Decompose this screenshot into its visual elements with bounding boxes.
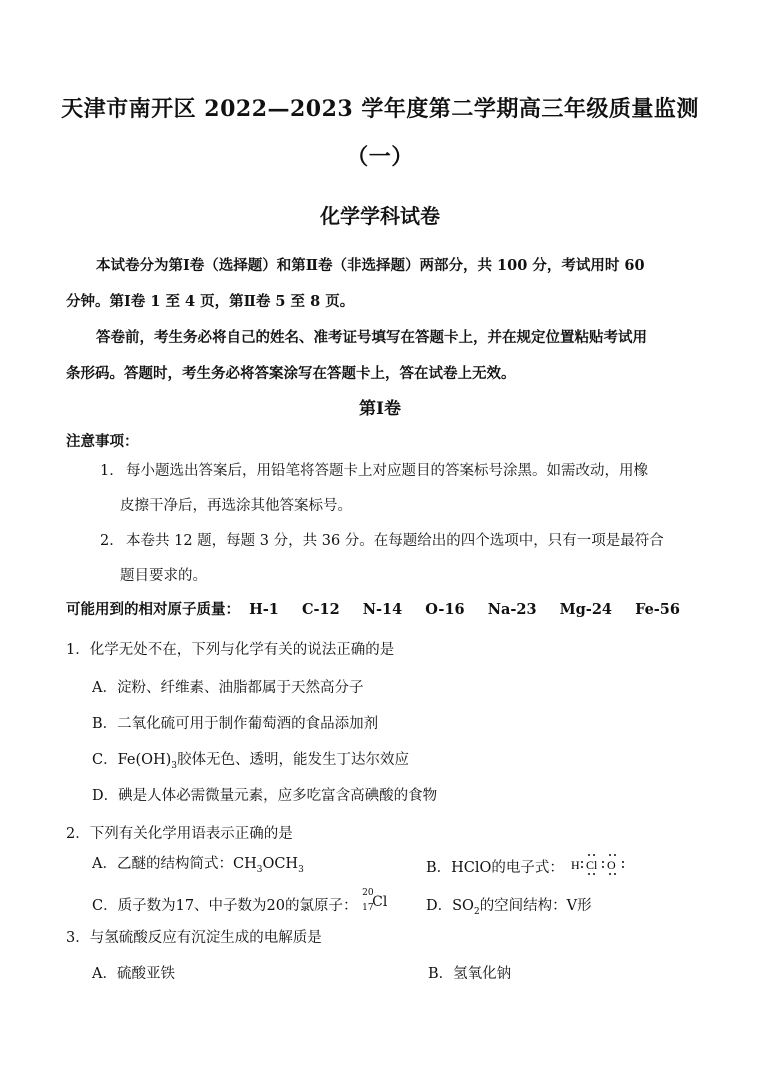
atomic-number: 17 xyxy=(362,903,374,913)
note-number: 2． xyxy=(100,533,124,549)
question-3-option-b: B．氢氧化钠 xyxy=(428,966,512,982)
option-text: 胶体无色、透明，能发生丁达尔效应 xyxy=(177,752,410,768)
atomic-masses xyxy=(66,598,698,619)
question-2-option-d xyxy=(426,894,592,917)
lewis-o: O xyxy=(606,858,616,872)
chlorine-isotope-notation xyxy=(362,888,388,914)
question-2-option-b xyxy=(426,852,637,878)
subscript: 3 xyxy=(171,760,178,771)
question-2-option-c xyxy=(92,888,388,915)
question-2-option-a xyxy=(92,852,304,875)
note-text-continued: 题目要求的。 xyxy=(120,568,207,584)
question-1-option-d: D．碘是人体必需微量元素，应多吃富含高碘酸的食物 xyxy=(92,788,438,804)
lewis-cl: Cl xyxy=(585,858,597,872)
subscript: 2 xyxy=(473,906,480,917)
question-2-stem: 2．下列有关化学用语表示正确的是 xyxy=(66,826,293,842)
intro-paragraph-2 xyxy=(66,320,696,392)
intro-paragraph-1 xyxy=(66,248,696,320)
intro-p2-line2: 条形码。答题时，考生务必将答案涂写在答题卡上，答在试卷上无效。 xyxy=(66,365,516,382)
note-text: 本卷共 12 题，每题 3 分，共 36 分。在每题给出的四个选项中，只有一项是最符合 xyxy=(126,533,664,549)
option-text: C．质子数为17、中子数为20的氯原子： xyxy=(92,898,358,914)
exam-title: 天津市南开区 2022—2023 学年度第二学期高三年级质量监测 xyxy=(61,96,699,122)
note-text-continued: 皮擦干净后，再选涂其他答案标号。 xyxy=(120,498,352,514)
subscript: 3 xyxy=(298,864,304,875)
intro-p2-line1: 答卷前，考生务必将自己的姓名、准考证号填写在答题卡上，并在规定位置粘贴考试用 xyxy=(96,329,647,346)
note-item-1 xyxy=(100,454,690,524)
atomic-mass-item: O-16 xyxy=(425,601,465,618)
subscript: 3 xyxy=(256,864,263,875)
question-1-option-a: A．淀粉、纤维素、油脂都属于天然高分子 xyxy=(92,680,364,696)
option-text: C．Fe(OH) xyxy=(92,752,172,768)
element-symbol: Cl xyxy=(372,894,388,910)
intro-p1-line2: 分钟。第Ⅰ卷 1 至 4 页，第Ⅱ卷 5 至 8 页。 xyxy=(66,293,355,310)
option-text: OCH xyxy=(262,856,299,872)
section-title: 第Ⅰ卷 xyxy=(359,399,401,419)
atomic-mass-item: C-12 xyxy=(301,601,340,618)
option-text: D．SO xyxy=(426,898,474,914)
atomic-mass-item: H-1 xyxy=(249,601,279,618)
hclo-electron-dot-structure xyxy=(569,852,637,878)
exam-title-part: （一） xyxy=(346,144,414,170)
question-3-option-a: A．硫酸亚铁 xyxy=(92,966,175,982)
atomic-mass-item: Fe-56 xyxy=(635,601,680,618)
atomic-mass-item: Mg-24 xyxy=(559,601,612,618)
option-text: A．乙醚的结构简式：CH xyxy=(92,856,257,872)
atomic-mass-item: Na-23 xyxy=(487,601,537,618)
mass-number: 20 xyxy=(362,888,374,898)
note-item-2 xyxy=(100,524,690,594)
question-1-option-b: B．二氧化硫可用于制作葡萄酒的食品添加剂 xyxy=(92,716,379,732)
lewis-h: H xyxy=(570,858,580,872)
option-text: 的空间结构：V形 xyxy=(479,898,592,914)
question-1-option-c xyxy=(92,748,409,771)
notes-heading: 注意事项： xyxy=(66,433,139,450)
option-text: B．HClO的电子式： xyxy=(426,860,564,876)
note-number: 1． xyxy=(100,463,124,479)
intro-p1-line1: 本试卷分为第Ⅰ卷（选择题）和第Ⅱ卷（非选择题）两部分，共 100 分，考试用时 60 xyxy=(96,257,645,274)
atomic-masses-label: 可能用到的相对原子质量： xyxy=(66,601,240,618)
question-1-stem: 1．化学无处不在，下列与化学有关的说法正确的是 xyxy=(66,642,395,658)
atomic-mass-item: N-14 xyxy=(362,601,403,618)
subject-title: 化学学科试卷 xyxy=(320,204,440,228)
question-3-stem: 3．与氢硫酸反应有沉淀生成的电解质是 xyxy=(66,930,322,946)
note-text: 每小题选出答案后，用铅笔将答题卡上对应题目的答案标号涂黑。如需改动，用橡 xyxy=(126,463,648,479)
